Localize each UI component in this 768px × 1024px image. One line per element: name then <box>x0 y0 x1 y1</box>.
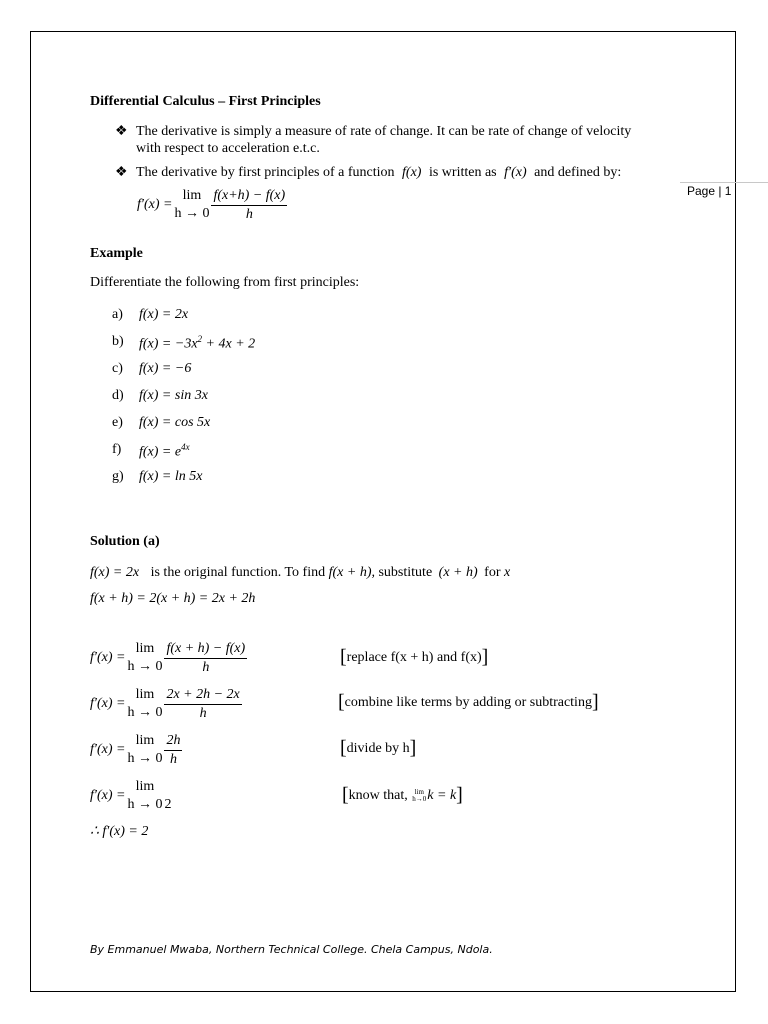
exercise-equation: $f(x) = -3x^2 + 4x + 2$ <box>139 334 256 352</box>
fraction-denominator: h <box>245 206 253 222</box>
exercise-label: e) <box>112 415 123 430</box>
bullet-text-2-part2: is written as <box>428 165 497 180</box>
solution-x: x <box>503 565 511 580</box>
solution-text: for <box>484 565 501 580</box>
bullet-text-1: The derivative is simply a measure of rate of change. It can be rate of change of velocity <box>136 124 632 139</box>
solution-line-2: f(x + h) = 2(x + h) = 2x + 2h <box>90 591 256 606</box>
exercise-equation: f(x) = cos 5x <box>139 415 211 430</box>
step-note-2: [combine like terms by adding or subtracting] <box>338 691 599 713</box>
bullet-text-2-part3: and defined by: <box>534 165 622 180</box>
mini-limit: lim h→0 <box>412 787 427 803</box>
exercise-equation: f(x) = 2x <box>139 307 189 322</box>
fpx-inline: f′(x) <box>504 165 527 180</box>
solution-step-4 <box>90 778 171 814</box>
bullet-text-1-cont: with respect to acceleration e.t.c. <box>136 141 320 156</box>
solution-heading: Solution (a) <box>90 534 160 549</box>
exercise-equation: $f(x) = e^{4x}$ <box>139 442 190 460</box>
exercise-label: d) <box>112 388 124 403</box>
exercise-label: b) <box>112 334 124 349</box>
exercise-label: a) <box>112 307 123 322</box>
exercise-label: g) <box>112 469 124 484</box>
step-lhs: f′(x) = <box>90 650 126 665</box>
step-fraction: $\frac{f(x + h) - f(x)}{h}$ <box>166 640 246 675</box>
lim-label: lim <box>182 188 202 203</box>
definition-lhs: f′(x) = <box>137 197 173 212</box>
bullet-icon: ❖ <box>115 165 128 180</box>
example-heading: Example <box>90 246 143 261</box>
step-lhs: f′(x) = <box>90 788 126 803</box>
footer-credit: By Emmanuel Mwaba, Northern Technical College. Chela Campus, Ndola. <box>90 943 493 956</box>
exercise-equation: f(x) = −6 <box>139 361 192 376</box>
bullet-text-2 <box>136 164 621 181</box>
exercise-equation: f(x) = sin 3x <box>139 388 208 403</box>
exercise-label: c) <box>112 361 123 376</box>
solution-step-2 <box>90 686 242 722</box>
step-value: 2 <box>164 797 172 812</box>
bullet-text-2-part1: The derivative by first principles of a function <box>136 165 395 180</box>
lim-subscript: h → 0 <box>174 206 210 221</box>
solution-conclusion: ∴ f′(x) = 2 <box>90 824 149 839</box>
solution-xh: (x + h) <box>438 565 478 580</box>
step-fraction: $\frac{2h}{h}$ <box>166 732 181 767</box>
solution-step-3 <box>90 732 182 768</box>
page-number-rule <box>680 182 768 183</box>
limit-operator: lim h → 0 <box>127 779 163 812</box>
derivative-definition <box>137 187 287 223</box>
exercise-equation: f(x) = ln 5x <box>139 469 203 484</box>
step-note-3: [divide by h] <box>340 737 417 759</box>
step-fraction: $\frac{2x + 2h - 2x}{h}$ <box>166 686 240 721</box>
bullet-icon: ❖ <box>115 124 128 139</box>
fx-inline: f(x) <box>402 165 422 180</box>
step-note-4: [know that, lim h→0 k = k] <box>342 784 463 806</box>
solution-text: is the original function. To find <box>150 565 326 580</box>
step-lhs: f′(x) = <box>90 742 126 757</box>
step-lhs: f′(x) = <box>90 696 126 711</box>
limit-operator: lim h → 0 <box>127 687 163 720</box>
fraction-numerator: f(x+h) − f(x) <box>211 188 287 206</box>
limit-operator <box>174 187 209 223</box>
solution-fxh: f(x + h), <box>328 565 375 580</box>
example-instruction: Differentiate the following from first principles: <box>90 275 360 290</box>
step-note-1: [replace f(x + h) and f(x)] <box>340 646 489 668</box>
document-title: Differential Calculus – First Principles <box>90 94 321 109</box>
solution-step-1 <box>90 640 247 676</box>
limit-operator: lim h → 0 <box>127 641 163 674</box>
solution-fx: f(x) = 2x <box>90 565 140 580</box>
definition-fraction <box>211 188 287 223</box>
limit-operator: lim h → 0 <box>127 733 163 766</box>
solution-line-1 <box>90 565 510 581</box>
exercise-label: f) <box>112 442 122 457</box>
page-number: Page | 1 <box>687 184 732 198</box>
solution-text: substitute <box>378 565 433 580</box>
